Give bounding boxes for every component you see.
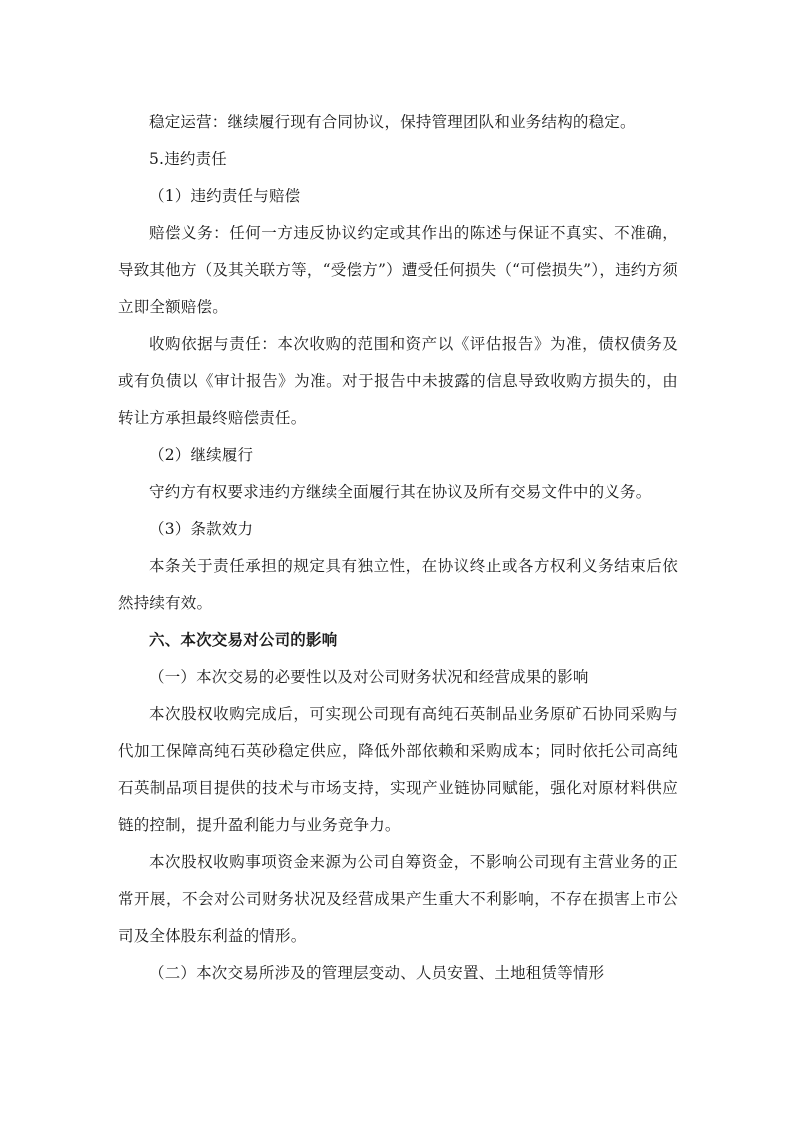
paragraph-acquisition-benefits: 本次股权收购完成后，可实现公司现有高纯石英制品业务原矿石协同采购与代加工保障高纯石英砂稳定供应，降低外部依赖和采购成本；同时依托公司高纯石英制品项目提供的技术与市场支持，实现产业链协同赋能，强化对原材料供应链的控制，提升盈利能力与业务竞争力。 [118,705,678,834]
paragraph-clause-validity: 本条关于责任承担的规定具有独立性，在协议终止或各方权利义务结束后依然持续有效。 [118,557,678,612]
document-body [118,104,678,992]
paragraph-continued-performance: 守约方有权要求违约方继续全面履行其在协议及所有交易文件中的义务。 [149,483,652,501]
paragraph-acquisition-basis: 收购依据与责任：本次收购的范围和资产以《评估报告》为准，债权债务及或有负债以《审计报告》为准。对于报告中未披露的信息导致收购方损失的，由转让方承担最终赔偿责任。 [118,335,678,427]
subsection-heading-continued-performance: （2）继续履行 [149,446,254,464]
subsection-heading-liability-compensation: （1）违约责任与赔偿 [149,187,301,205]
section-heading-breach-liability: 5.违约责任 [149,150,227,168]
section-heading-transaction-impact: 六、本次交易对公司的影响 [149,631,338,649]
subsection-heading-management-changes: （二）本次交易所涉及的管理层变动、人员安置、土地租赁等情形 [149,964,605,982]
subsection-heading-clause-validity: （3）条款效力 [149,520,254,538]
paragraph-stable-operation: 稳定运营：继续履行现有合同协议，保持管理团队和业务结构的稳定。 [149,113,636,131]
subsection-heading-necessity-impact: （一）本次交易的必要性以及对公司财务状况和经营成果的影响 [149,668,589,686]
paragraph-compensation-obligation: 赔偿义务：任何一方违反协议约定或其作出的陈述与保证不真实、不准确，导致其他方（及其关联方等，“受偿方”）遭受任何损失（“可偿损失”），违约方须立即全额赔偿。 [118,224,678,316]
paragraph-funding-source: 本次股权收购事项资金来源为公司自筹资金，不影响公司现有主营业务的正常开展，不会对公司财务状况及经营成果产生重大不利影响，不存在损害上市公司及全体股东利益的情形。 [118,853,678,945]
